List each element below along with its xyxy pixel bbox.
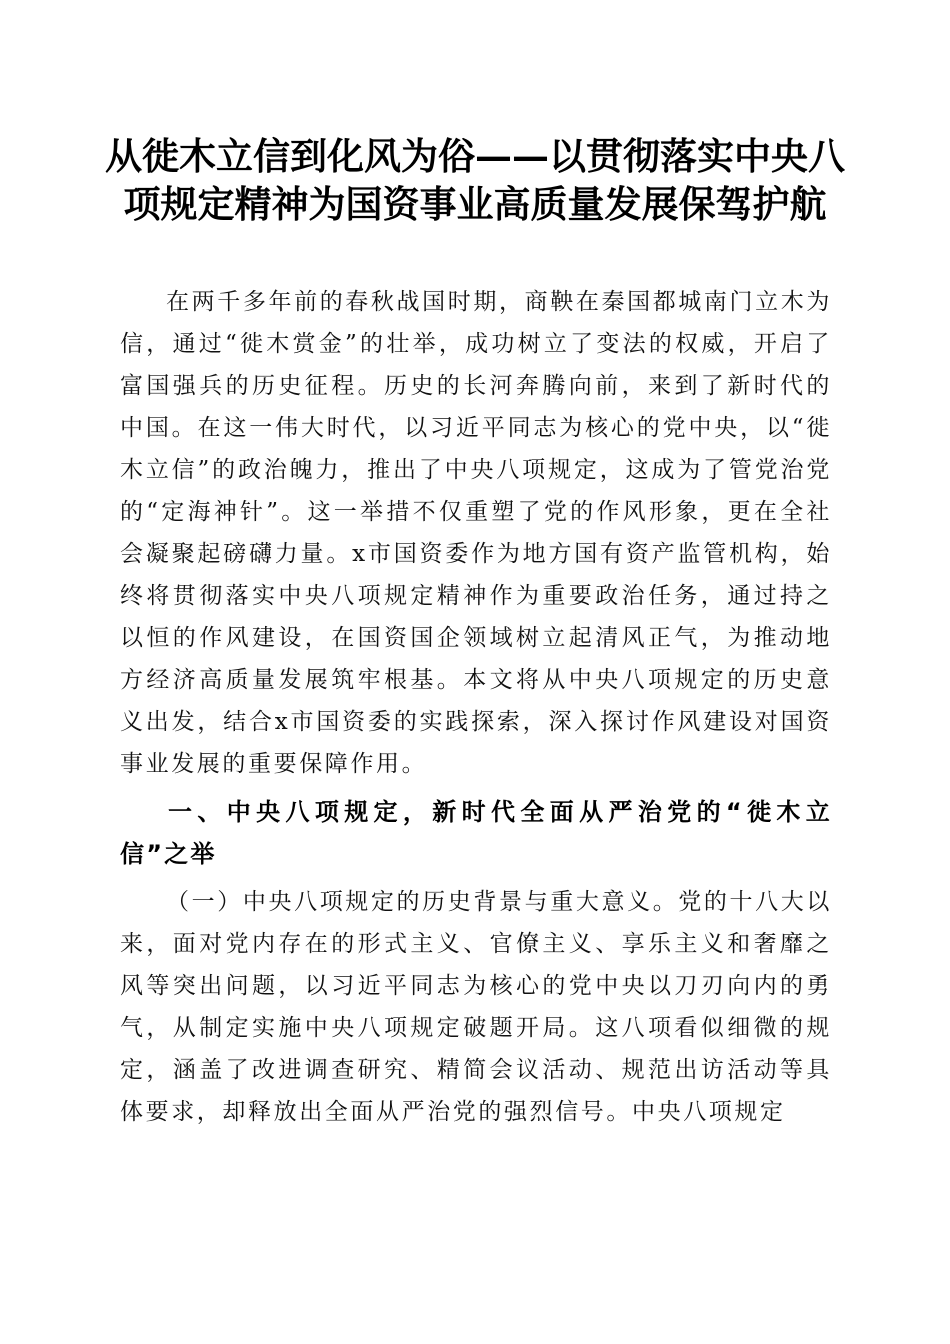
section-1-heading: 一、中央八项规定，新时代全面从严治党的“徙木立信”之举: [120, 798, 832, 868]
document-title: [100, 132, 850, 228]
title-line-2: 项规定精神为国资事业高质量发展保驾护航: [123, 182, 827, 226]
subsection-1-paragraph: （一）中央八项规定的历史背景与重大意义。党的十八大以来，面对党内存在的形式主义、官僚主义、享乐主义和奢靡之风等突出问题，以习近平同志为核心的党中央以刀刃向内的勇气，从制定实施中央八项规定破题开局。这八项看似细微的规定，涵盖了改进调查研究、精简会议活动、规范出访活动等具体要求，却释放出全面从严治党的强烈信号。中央八项规定: [120, 889, 832, 1125]
document-body: [120, 281, 832, 1133]
title-line-1: 从徙木立信到化风为俗——以贯彻落实中央八: [105, 134, 845, 178]
intro-paragraph: 在两千多年前的春秋战国时期，商鞅在秦国都城南门立木为信，通过“徙木赏金”的壮举，成功树立了变法的权威，开启了富国强兵的历史征程。历史的长河奔腾向前，来到了新时代的中国。在这一伟大时代，以习近平同志为核心的党中央，以“徙木立信”的政治魄力，推出了中央八项规定，这成为了管党治党的“定海神针”。这一举措不仅重塑了党的作风形象，更在全社会凝聚起磅礴力量。x市国资委作为地方国有资产监管机构，始终将贯彻落实中央八项规定精神作为重要政治任务，通过持之以恒的作风建设，在国资国企领域树立起清风正气，为推动地方经济高质量发展筑牢根基。本文将从中央八项规定的历史意义出发，结合x市国资委的实践探索，深入探讨作风建设对国资事业发展的重要保障作用。: [120, 289, 832, 777]
